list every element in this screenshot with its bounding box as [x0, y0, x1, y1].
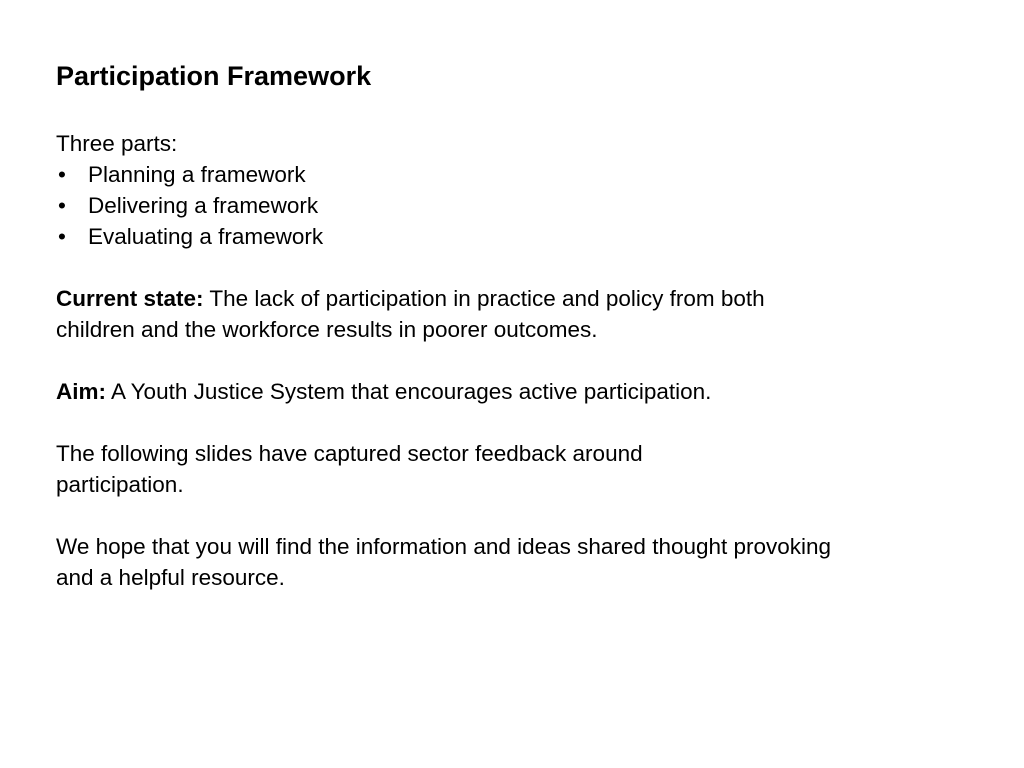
- closing-paragraph: We hope that you will find the information and ideas shared thought provoking and a helpful resource.: [56, 534, 832, 590]
- list-item-label: Delivering a framework: [88, 193, 319, 218]
- bullet-icon: •: [58, 224, 66, 249]
- spacer: [56, 345, 836, 376]
- bullet-icon: •: [58, 193, 66, 218]
- spacer: [56, 500, 836, 531]
- parts-list: [56, 159, 836, 252]
- spacer: [56, 407, 836, 438]
- aim-paragraph: [56, 376, 836, 407]
- bullet-icon: •: [58, 162, 66, 187]
- list-item: [56, 159, 836, 190]
- slide-title: Participation Framework: [56, 61, 372, 91]
- current-state-text: The lack of participation in practice and policy from both children and the workforce results in poorer outcomes.: [56, 286, 765, 342]
- aim-label: Aim:: [56, 379, 106, 404]
- slide-body: [56, 128, 836, 593]
- current-state-label: Current state:: [56, 286, 204, 311]
- intro-text: Three parts:: [56, 131, 178, 156]
- aim-text: A Youth Justice System that encourages active participation.: [106, 379, 712, 404]
- feedback-paragraph: The following slides have captured sector feedback around participation.: [56, 441, 643, 497]
- list-item: [56, 221, 836, 252]
- current-state-paragraph: [56, 283, 836, 345]
- spacer: [56, 252, 836, 283]
- list-item: [56, 190, 836, 221]
- list-item-label: Planning a framework: [88, 162, 306, 187]
- list-item-label: Evaluating a framework: [88, 224, 324, 249]
